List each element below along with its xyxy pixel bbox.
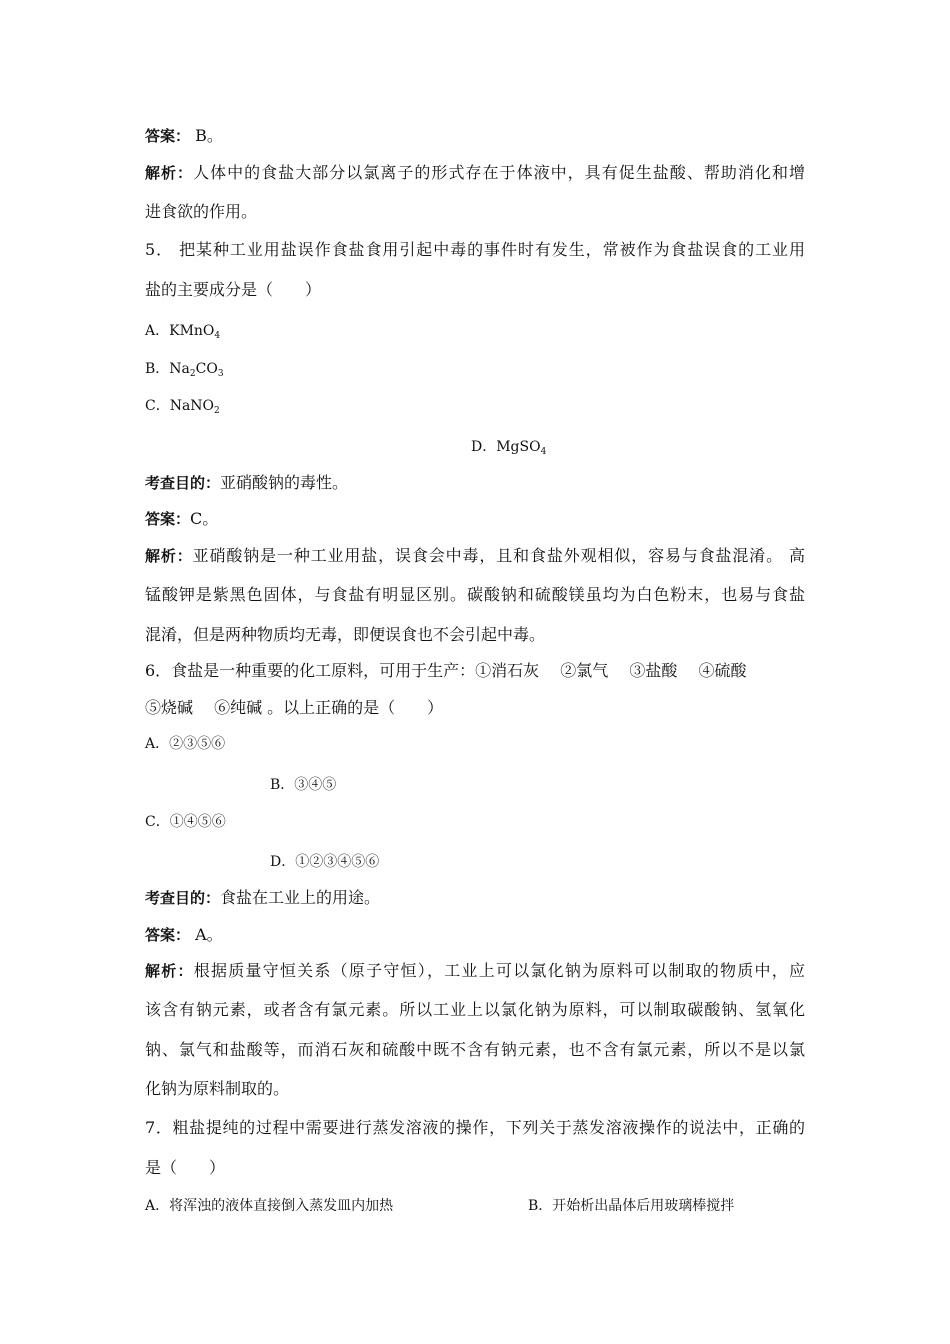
analysis-label: 解析： [145, 962, 194, 980]
q7-option-a: A．将浑浊的液体直接倒入蒸发皿内加热 [145, 1198, 394, 1214]
subscript: 4 [540, 447, 547, 457]
q7-option-b: B．开始析出晶体后用玻璃棒搅拌 [528, 1198, 735, 1214]
option-text: A．KMnO [145, 323, 215, 339]
q6-analysis-line-4: 化钠为原料制取的。 [145, 1079, 290, 1098]
q4-analysis-line-1 [145, 162, 805, 184]
analysis-text: 人体中的食盐大部分以氯离子的形式存在于体液中，具有促生盐酸、帮助消化和增 [193, 163, 805, 182]
q5-stem-line-2: 盐的主要成分是（ ） [145, 280, 322, 299]
answer-value: A。 [190, 925, 223, 944]
q6-option-d: D．①②③④⑤⑥ [270, 854, 380, 870]
q6-option-c: C．①④⑤⑥ [145, 814, 226, 830]
analysis-label: 解析： [145, 547, 193, 565]
analysis-label: 解析： [145, 164, 194, 182]
purpose-label: 考查目的： [145, 474, 221, 492]
option-text: D．MgSO [471, 439, 541, 455]
q6-stem-line-1: 6．食盐是一种重要的化工原料，可用于生产：①消石灰 ②氯气 ③盐酸 ④硫酸 [145, 661, 747, 680]
q6-option-a: A．②③⑤⑥ [145, 736, 226, 752]
subscript: 4 [214, 331, 221, 341]
subscript: 2 [189, 369, 196, 379]
q6-answer [145, 924, 223, 946]
answer-label: 答案： [145, 926, 191, 944]
q4-analysis-line-2: 进食欲的作用。 [145, 202, 258, 221]
q5-stem-line-1: 5． 把某种工业用盐误作食盐食用引起中毒的事件时有发生，常被作为食盐误食的工业用 [145, 240, 805, 259]
answer-label: 答案： [145, 510, 191, 528]
q6-purpose [145, 887, 380, 909]
q5-analysis-line-2: 锰酸钾是紫黑色固体，与食盐有明显区别。碳酸钠和硫酸镁虽均为白色粉末，也易与食盐 [145, 585, 805, 604]
q5-answer [145, 508, 218, 530]
q5-option-c [145, 395, 220, 422]
q5-analysis-line-1 [145, 545, 805, 567]
q5-purpose [145, 472, 348, 494]
q5-option-b [145, 358, 224, 385]
purpose-value: 食盐在工业上的用途。 [220, 888, 381, 907]
q6-option-b: B．③④⑤ [270, 777, 337, 793]
subscript: 2 [214, 406, 220, 416]
option-text: C．NaNO [145, 398, 215, 414]
q5-option-d [471, 436, 546, 463]
q4-answer [145, 125, 223, 147]
q5-option-a [145, 320, 220, 347]
option-text: CO [195, 361, 218, 377]
purpose-label: 考查目的： [145, 889, 221, 907]
option-text: B．Na [145, 361, 190, 377]
q5-analysis-line-3: 混淆，但是两种物质均无毒，即便误食也不会引起中毒。 [145, 625, 546, 644]
answer-value: B。 [190, 126, 223, 145]
q6-analysis-line-2: 该含有钠元素，或者含有氯元素。所以工业上以氯化钠为原料，可以制取碳酸钠、氢氧化 [145, 1000, 805, 1019]
analysis-text: 根据质量守恒关系（原子守恒），工业上可以氯化钠为原料可以制取的物质中，应 [193, 961, 805, 980]
q7-stem-line-2: 是（ ） [145, 1158, 226, 1177]
answer-value: C。 [190, 509, 219, 528]
purpose-value: 亚硝酸钠的毒性。 [220, 473, 349, 492]
answer-label: 答案： [145, 127, 191, 145]
q6-analysis-line-3: 钠、氯气和盐酸等，而消石灰和硫酸中既不含有钠元素，也不含有氯元素，所以不是以氯 [145, 1040, 805, 1059]
q7-stem-line-1: 7．粗盐提纯的过程中需要进行蒸发溶液的操作，下列关于蒸发溶液操作的说法中，正确的 [145, 1118, 805, 1137]
q6-analysis-line-1 [145, 960, 805, 982]
subscript: 3 [217, 369, 224, 379]
analysis-text: 亚硝酸钠是一种工业用盐，误食会中毒，且和食盐外观相似，容易与食盐混淆。 高 [192, 546, 805, 565]
q6-stem-line-2: ⑤烧碱 ⑥纯碱 。以上正确的是（ ） [145, 698, 444, 717]
